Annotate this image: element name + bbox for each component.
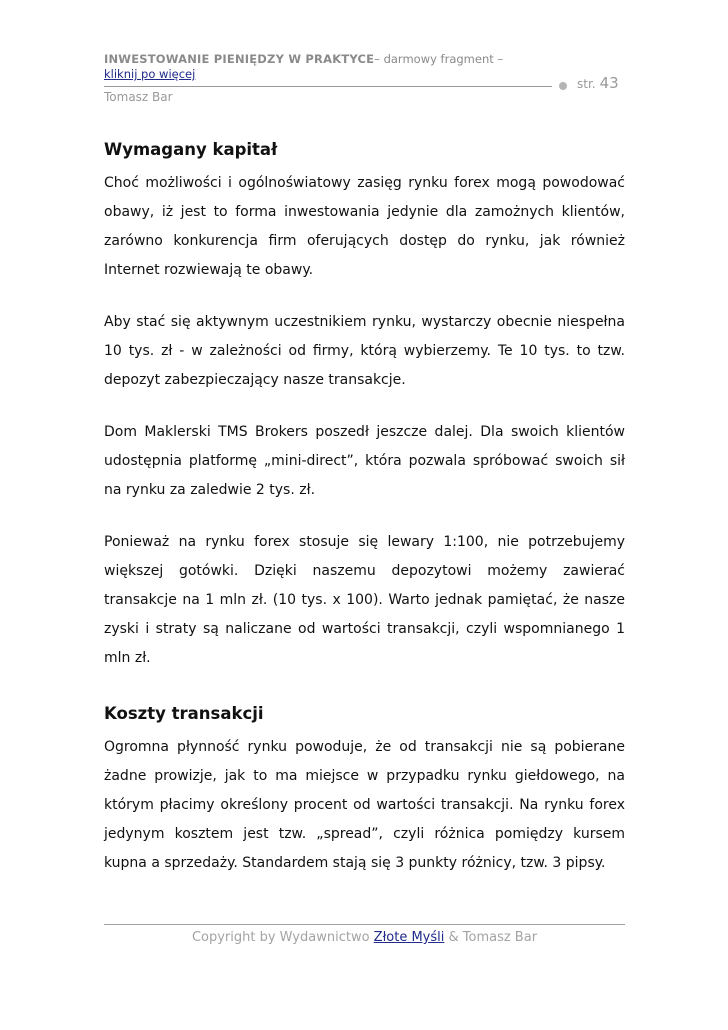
footer-suffix: & Tomasz Bar <box>444 930 538 945</box>
page-indicator <box>577 74 619 92</box>
header-author: Tomasz Bar <box>104 90 173 104</box>
page-footer <box>104 930 625 945</box>
paragraph: Aby stać się aktywnym uczestnikiem rynku, wystarczy obecnie niespełna 10 tys. zł - w zależności od firmy, którą wybierzemy. Te 10 tys. to tzw. depozyt zabezpieczający nasze transakcje. <box>104 314 625 388</box>
paragraph: Ogromna płynność rynku powoduje, że od transakcji nie są pobierane żadne prowizje, jak to ma miejsce w przypadku rynku giełdowego, na którym płacimy określony procent od wartości transakcji. Na rynku forex jedynym kosztem jest tzw. „spread”, czyli różnica pomiędzy kursem kupna a sprzedaży. Standardem stają się 3 punkty różnicy, tzw. 3 pipsy. <box>104 739 625 871</box>
page-content <box>104 140 625 878</box>
header-title <box>104 52 524 82</box>
book-title: INWESTOWANIE PIENIĘDZY W PRAKTYCE <box>104 52 375 66</box>
more-link[interactable]: kliknij po więcej <box>104 67 196 81</box>
bullet-icon <box>559 82 567 90</box>
page-number: 43 <box>599 74 619 92</box>
page-label: str. <box>577 77 596 91</box>
page-header <box>104 52 624 104</box>
paragraph: Choć możliwości i ogólnoświatowy zasięg rynku forex mogą powodować obawy, iż jest to forma inwestowania jedynie dla zamożnych klientów, zarówno konkurencja firm oferujących dostęp do rynku, jak również Internet rozwiewają te obawy. <box>104 175 625 278</box>
header-subtitle: – darmowy fragment – <box>374 52 504 66</box>
footer-prefix: Copyright by Wydawnictwo <box>191 930 374 945</box>
footer-divider <box>104 924 625 925</box>
paragraph: Ponieważ na rynku forex stosuje się lewary 1:100, nie potrzebujemy większej gotówki. Dzięki naszemu depozytowi możemy zawierać transakcje na 1 mln zł. (10 tys. x 100). Warto jednak pamiętać, że nasze zyski i straty są naliczane od wartości transakcji, czyli wspomnianego 1 mln zł. <box>104 534 625 666</box>
paragraph: Dom Maklerski TMS Brokers poszedł jeszcze dalej. Dla swoich klientów udostępnia platformę „mini-direct”, która pozwala spróbować swoich sił na rynku za zaledwie 2 tys. zł. <box>104 424 625 498</box>
section-heading-costs: Koszty transakcji <box>104 704 264 723</box>
publisher-link[interactable]: Złote Myśli <box>373 930 445 945</box>
section-heading-capital: Wymagany kapitał <box>104 140 278 159</box>
header-divider <box>104 86 552 87</box>
